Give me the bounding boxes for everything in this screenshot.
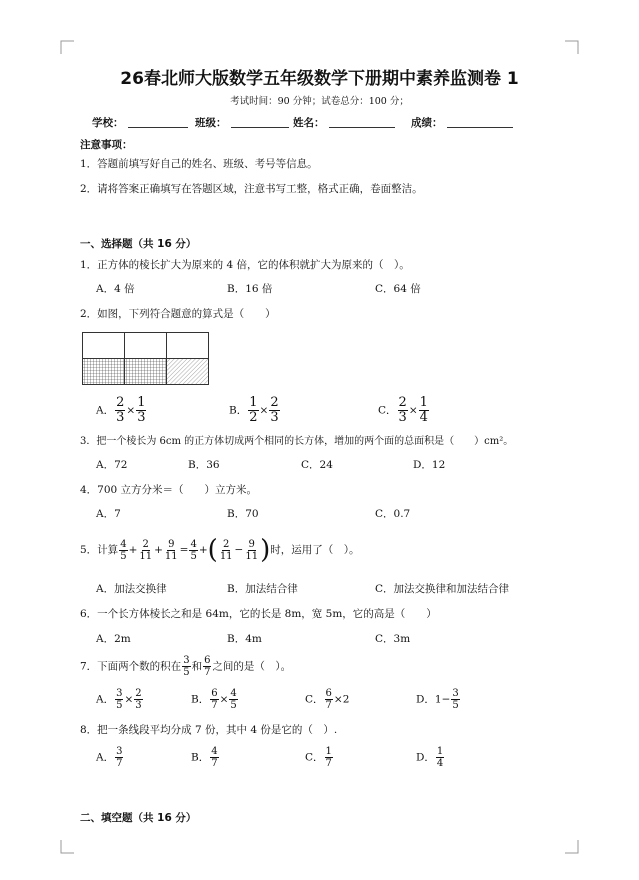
- option-d[interactable]: D． $\frac{1}{4}$: [416, 746, 444, 769]
- crop-mark-icon: [60, 40, 74, 54]
- option-a[interactable]: A． $\frac{3}{7}$: [96, 746, 123, 769]
- option-b[interactable]: B．加法结合律: [227, 583, 298, 595]
- option-d[interactable]: D．12: [413, 459, 446, 471]
- option-b[interactable]: B．4m: [227, 633, 262, 645]
- option-c[interactable]: C．64 倍: [375, 283, 421, 295]
- option-a[interactable]: A．72: [96, 459, 128, 471]
- note-item: 2．请将答案正确填写在答题区域，注意书写工整，格式正确，卷面整洁。: [80, 183, 423, 195]
- option-c[interactable]: C． $\frac{2}{3}$ × $\frac{1}{4}$: [378, 395, 428, 425]
- fraction-figure: [82, 332, 209, 385]
- crop-mark-icon: [565, 40, 579, 54]
- exam-meta: 考试时间：90 分钟；试卷总分：100 分；: [230, 96, 409, 107]
- question-stem: 7．下面两个数的积在 $\frac{3}{5}$ 和 $\frac{6}{7}$ 之间的是（ ）。: [80, 655, 292, 678]
- school-field[interactable]: 学校：: [92, 115, 188, 130]
- option-b[interactable]: B． $\frac{1}{2}$ × $\frac{2}{3}$: [229, 395, 279, 425]
- option-c[interactable]: C．加法交换律和加法结合律: [375, 583, 510, 595]
- question-stem: 3．把一个棱长为 6cm 的正方体切成两个相同的长方体，增加的两个面的总面积是（ ）cm²。: [80, 436, 514, 447]
- note-item: 1．答题前填写好自己的姓名、班级、考号等信息。: [80, 158, 318, 170]
- grid-figure-icon: [82, 332, 209, 385]
- name-field[interactable]: 姓名：: [293, 115, 395, 130]
- question-stem: 8．把一条线段平均分成 7 份，其中 4 份是它的（ ）.: [80, 724, 338, 736]
- option-a[interactable]: A． $\frac{3}{5}$ × $\frac{2}{3}$: [96, 688, 142, 711]
- option-a[interactable]: A．4 倍: [96, 283, 135, 295]
- option-c[interactable]: C． $\frac{1}{7}$: [305, 746, 332, 769]
- option-c[interactable]: C．3m: [375, 633, 411, 645]
- option-b[interactable]: B． $\frac{4}{7}$: [191, 746, 218, 769]
- option-b[interactable]: B．16 倍: [227, 283, 273, 295]
- notes-heading: 注意事项：: [80, 139, 133, 151]
- option-b[interactable]: B．70: [227, 508, 259, 520]
- score-field[interactable]: 成绩：: [411, 115, 513, 130]
- crop-mark-icon: [60, 840, 74, 854]
- question-stem: 5．计算 $\frac{4}{5}$ + $\frac{2}{11}$ + $\frac{9}{11}$ = $\frac{4}{5}$ +( $\frac{2}{11}$ − $\frac{9}{11}$ )时，运用了（ ）。: [80, 535, 360, 565]
- question-stem: 4．700 立方分米＝（ ）立方米。: [80, 484, 258, 496]
- question-stem: 1．正方体的棱长扩大为原来的 4 倍，它的体积就扩大为原来的（ ）。: [80, 259, 410, 271]
- option-a[interactable]: A． $\frac{2}{3}$ × $\frac{1}{3}$: [96, 395, 146, 425]
- option-c[interactable]: C． $\frac{6}{7}$ ×2: [305, 688, 350, 711]
- crop-mark-icon: [565, 840, 579, 854]
- question-stem: 2．如图，下列符合题意的算式是（ ）: [80, 308, 276, 320]
- section-heading: 二、填空题（共 16 分）: [80, 812, 197, 824]
- option-b[interactable]: B．36: [188, 459, 220, 471]
- option-d[interactable]: D．1− $\frac{3}{5}$: [416, 688, 459, 711]
- option-c[interactable]: C．24: [301, 459, 333, 471]
- question-stem: 6．一个长方体棱长之和是 64m，它的长是 8m，宽 5m，它的高是（ ）: [80, 608, 437, 620]
- section-heading: 一、选择题（共 16 分）: [80, 238, 197, 250]
- option-a[interactable]: A．加法交换律: [96, 583, 167, 595]
- option-b[interactable]: B． $\frac{6}{7}$ × $\frac{4}{5}$: [191, 688, 237, 711]
- page-title: 26春北师大版数学五年级数学下册期中素养监测卷 1: [120, 69, 519, 89]
- option-a[interactable]: A．7: [96, 508, 121, 520]
- option-a[interactable]: A．2m: [96, 633, 131, 645]
- option-c[interactable]: C．0.7: [375, 508, 411, 520]
- class-field[interactable]: 班级：: [195, 115, 289, 130]
